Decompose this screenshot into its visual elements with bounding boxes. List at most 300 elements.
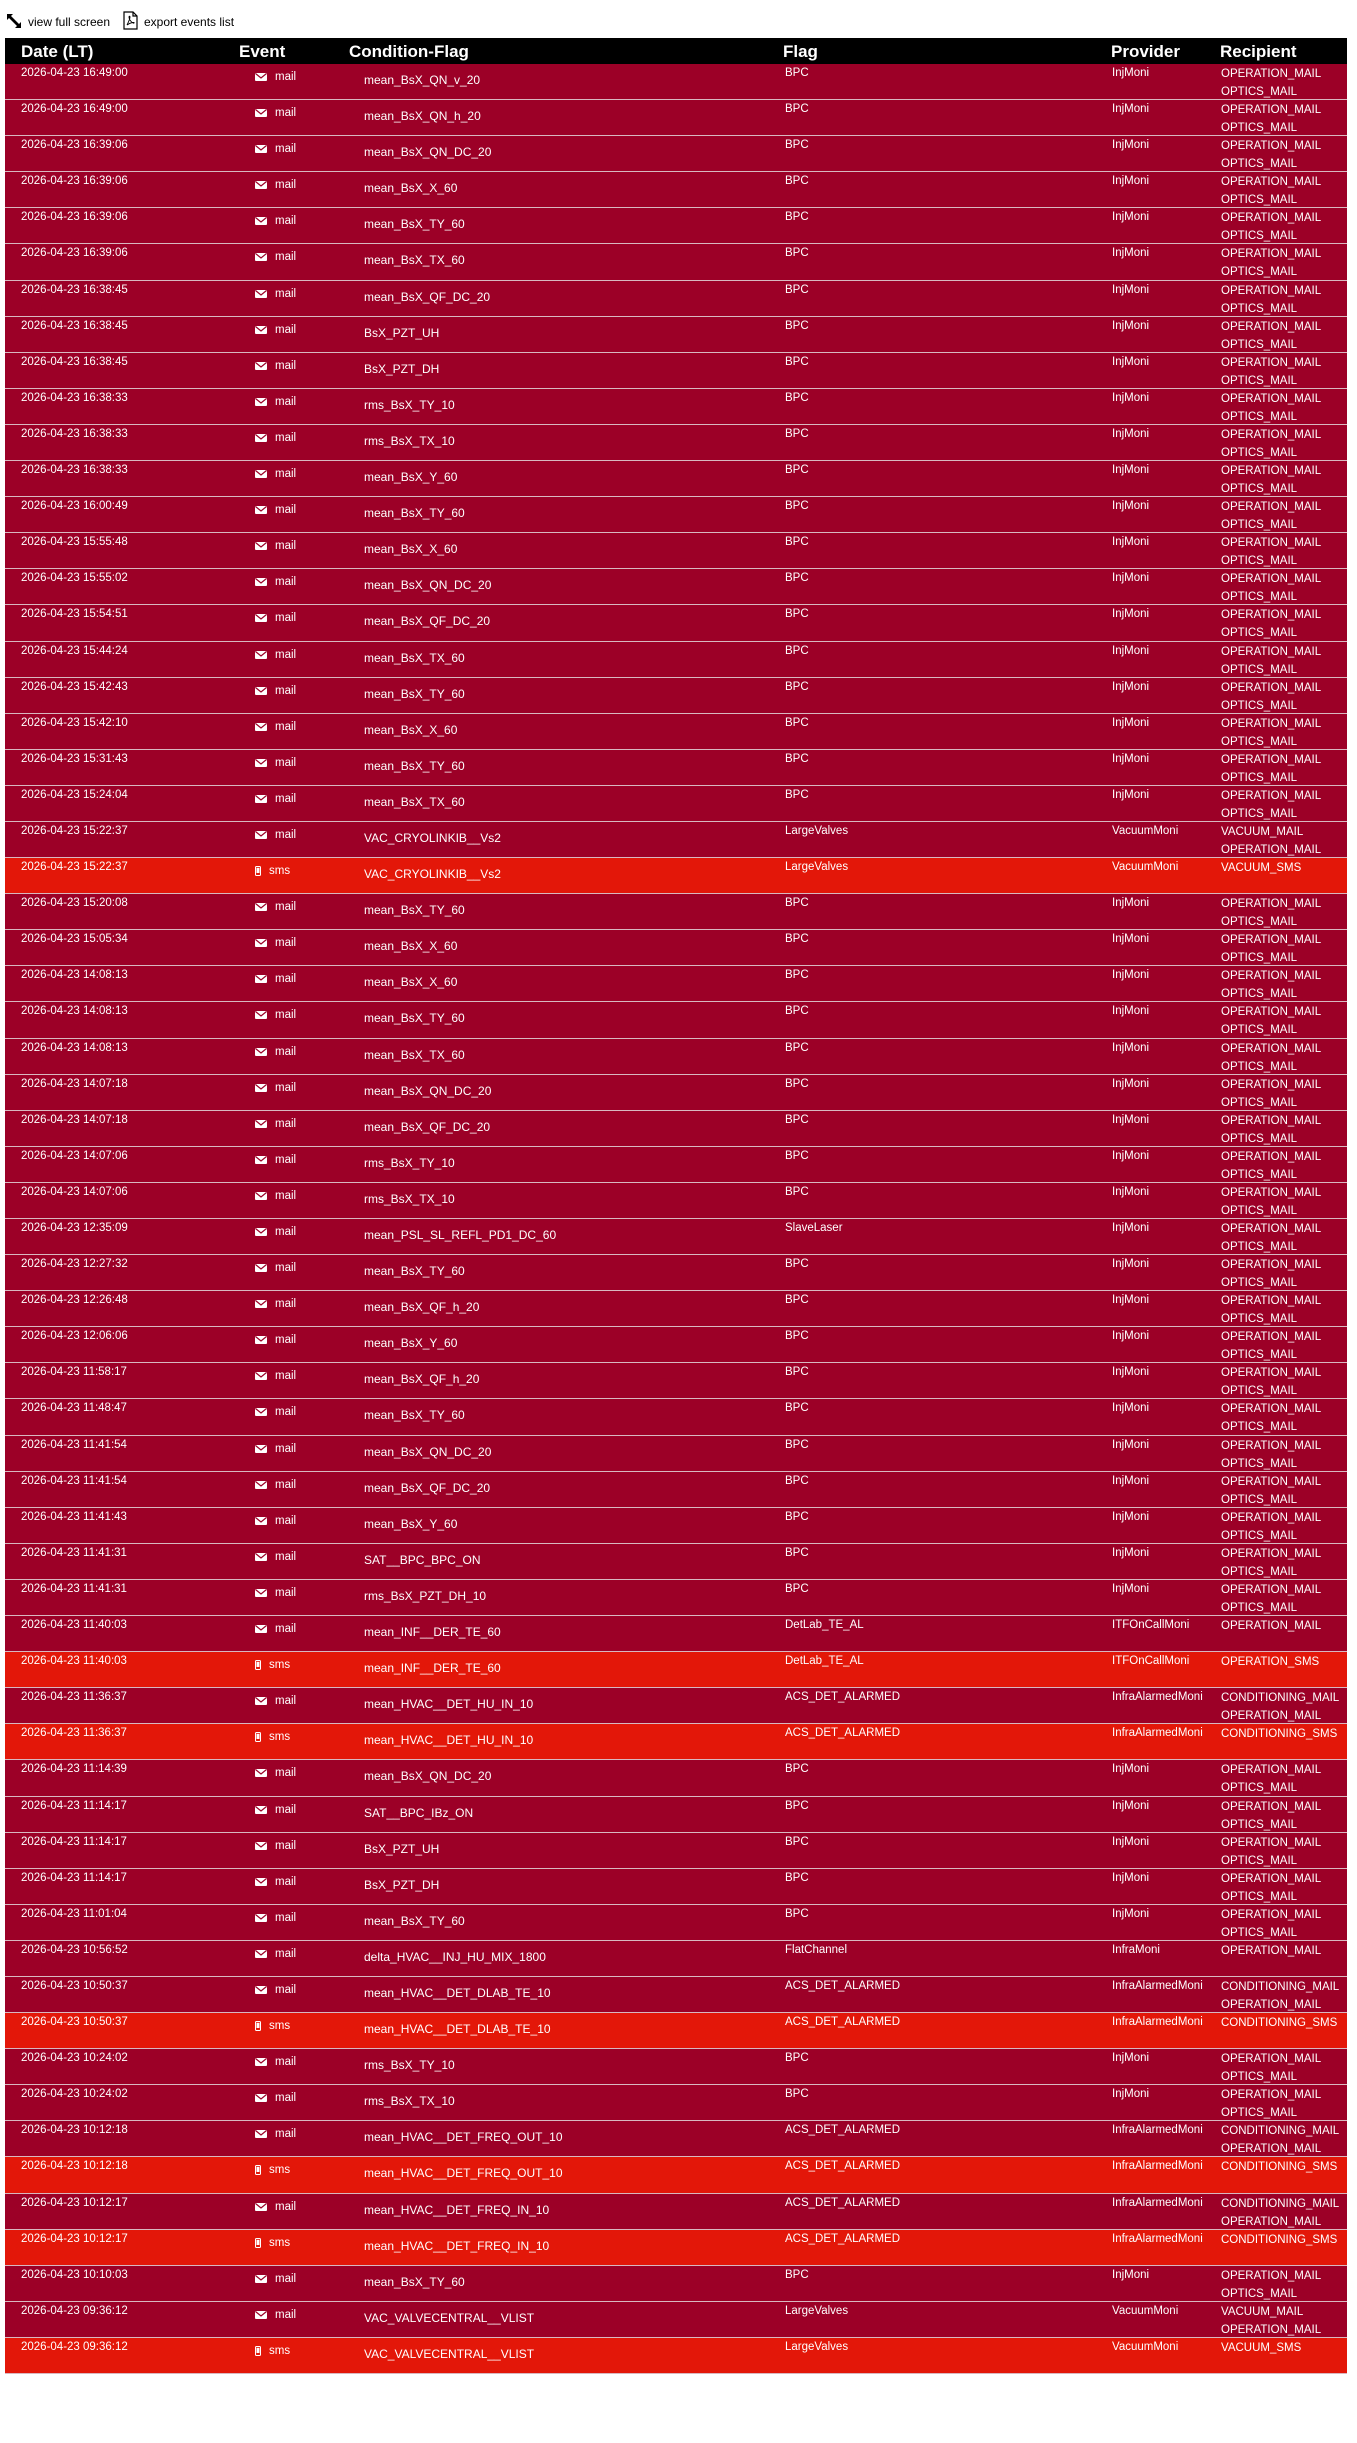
recipient-item: OPTICS_MAIL <box>1221 1385 1298 1398</box>
recipients <box>1221 318 1321 354</box>
event-type <box>255 2273 296 2285</box>
table-row[interactable] <box>5 1002 1347 1038</box>
table-row[interactable] <box>5 1111 1347 1147</box>
event-date: 2026-04-23 15:42:43 <box>21 680 128 693</box>
recipients <box>1221 1184 1321 1220</box>
envelope-icon <box>255 2202 267 2212</box>
provider: VacuumMoni <box>1112 824 1179 837</box>
condition-flag: mean_BsX_QN_DC_20 <box>364 145 492 160</box>
recipient-item: OPTICS_MAIL <box>1221 807 1298 820</box>
condition-flag: mean_HVAC__DET_FREQ_IN_10 <box>364 2238 550 2253</box>
condition-flag: VAC_VALVECENTRAL__VLIST <box>364 2346 535 2361</box>
provider: InjMoni <box>1112 644 1150 657</box>
recipient-item: OPERATION_MAIL <box>1221 843 1322 856</box>
recipient-item: OPERATION_MAIL <box>1221 1764 1322 1777</box>
table-row[interactable] <box>5 1869 1347 1905</box>
recipient-item: OPERATION_MAIL <box>1221 609 1322 622</box>
condition-flag: delta_HVAC__INJ_HU_MIX_1800 <box>364 1949 546 1964</box>
event-type-label: mail <box>275 756 297 769</box>
provider: InjMoni <box>1112 752 1150 765</box>
recipient-item: OPERATION_MAIL <box>1221 1186 1322 1199</box>
condition-flag: mean_BsX_QF_DC_20 <box>364 289 491 304</box>
recipients <box>1221 1473 1321 1509</box>
recipient-item: OPTICS_MAIL <box>1221 302 1298 315</box>
table-row[interactable] <box>5 1760 1347 1796</box>
recipients <box>1221 1978 1339 2014</box>
event-type-label: sms <box>269 865 291 878</box>
table-row[interactable] <box>5 822 1347 858</box>
event-type <box>255 396 296 408</box>
flag: BPC <box>785 1366 809 1379</box>
provider: InjMoni <box>1112 1871 1150 1884</box>
condition-flag: mean_BsX_TX_60 <box>364 1047 465 1062</box>
view-full-screen-link[interactable] <box>6 12 110 32</box>
condition-flag: mean_BsX_TX_60 <box>364 650 465 665</box>
envelope-icon <box>255 216 267 226</box>
recipient-item: OPTICS_MAIL <box>1221 771 1298 784</box>
recipient-item: OPERATION_MAIL <box>1221 465 1322 478</box>
event-date: 2026-04-23 11:58:17 <box>21 1366 127 1379</box>
flag: BPC <box>785 2268 809 2281</box>
table-row[interactable] <box>5 786 1347 822</box>
table-row[interactable] <box>5 1688 1347 1724</box>
table-row[interactable] <box>5 2121 1347 2157</box>
condition-flag: mean_BsX_TY_60 <box>364 1011 465 1026</box>
envelope-icon <box>255 1371 267 1381</box>
header-condition-flag[interactable]: Condition-Flag <box>349 42 469 61</box>
condition-flag: SAT__BPC_BPC_ON <box>364 1552 481 1567</box>
recipient-item: OPERATION_MAIL <box>1221 2215 1322 2228</box>
event-type-label: sms <box>269 1659 291 1672</box>
recipient-item: CONDITIONING_SMS <box>1221 2233 1338 2246</box>
phone-icon <box>255 2346 261 2356</box>
event-date: 2026-04-23 11:36:37 <box>21 1691 127 1704</box>
recipient-item: OPTICS_MAIL <box>1221 663 1298 676</box>
table-row[interactable] <box>5 1508 1347 1544</box>
provider: InjMoni <box>1112 897 1150 910</box>
event-type-label: mail <box>275 973 297 986</box>
envelope-icon <box>255 1877 267 1887</box>
condition-flag: mean_HVAC__DET_FREQ_OUT_10 <box>364 2166 563 2181</box>
recipients <box>1221 643 1321 679</box>
provider: InjMoni <box>1112 67 1150 79</box>
table-row[interactable] <box>5 1219 1347 1255</box>
provider: InjMoni <box>1112 1149 1150 1162</box>
event-date: 2026-04-23 16:38:33 <box>21 427 128 440</box>
recipient-item: OPTICS_MAIL <box>1221 1349 1298 1362</box>
envelope-icon <box>255 1047 267 1057</box>
table-row[interactable] <box>5 2266 1347 2302</box>
provider: ITFOnCallMoni <box>1112 1655 1190 1668</box>
flag: BPC <box>785 67 809 79</box>
event-type <box>255 649 296 661</box>
recipient-item: OPERATION_MAIL <box>1221 573 1322 586</box>
table-row[interactable] <box>5 1833 1347 1869</box>
recipients <box>1221 1798 1321 1834</box>
header-event[interactable]: Event <box>239 42 286 61</box>
recipients <box>1221 1003 1321 1039</box>
table-row[interactable] <box>5 425 1347 461</box>
event-type-label: sms <box>269 2344 291 2357</box>
recipients <box>1221 1400 1321 1436</box>
header-provider[interactable]: Provider <box>1111 42 1180 61</box>
table-row[interactable] <box>5 966 1347 1002</box>
pdf-file-icon <box>123 11 138 33</box>
table-row[interactable] <box>5 461 1347 497</box>
provider: InjMoni <box>1112 391 1150 404</box>
flag: BPC <box>785 103 809 116</box>
envelope-icon <box>255 505 267 515</box>
export-events-link[interactable] <box>123 12 234 32</box>
flag: BPC <box>785 752 809 765</box>
provider: InjMoni <box>1112 103 1150 116</box>
table-row[interactable] <box>5 1075 1347 1111</box>
table-row[interactable] <box>5 2338 1347 2374</box>
recipient-item: OPERATION_MAIL <box>1221 1295 1322 1308</box>
condition-flag: mean_BsX_QN_v_20 <box>364 73 481 87</box>
recipient-item: OPERATION_MAIL <box>1221 717 1322 730</box>
table-row[interactable] <box>5 569 1347 605</box>
recipient-item: OPERATION_MAIL <box>1221 1150 1322 1163</box>
recipient-item: OPERATION_MAIL <box>1221 68 1322 80</box>
recipient-item: CONDITIONING_SMS <box>1221 2017 1338 2030</box>
flag: BPC <box>785 1763 809 1776</box>
event-date: 2026-04-23 11:14:39 <box>21 1763 127 1776</box>
event-type-label: mail <box>275 1514 297 1527</box>
table-row[interactable] <box>5 1472 1347 1508</box>
phone-icon <box>255 1732 261 1742</box>
table-row[interactable] <box>5 2049 1347 2085</box>
event-date: 2026-04-23 15:42:10 <box>21 716 128 729</box>
table-row[interactable] <box>5 1652 1347 1688</box>
recipient-item: OPERATION_MAIL <box>1221 1583 1322 1596</box>
recipients <box>1221 823 1321 859</box>
provider: InjMoni <box>1112 1907 1150 1920</box>
recipients <box>1221 787 1321 823</box>
condition-flag: VAC_CRYOLINKIB__Vs2 <box>364 867 501 882</box>
recipient-item: OPERATION_MAIL <box>1221 1998 1322 2011</box>
provider: InjMoni <box>1112 1005 1150 1018</box>
event-type <box>255 612 296 624</box>
table-row[interactable] <box>5 1616 1347 1652</box>
recipient-item: OPTICS_MAIL <box>1221 410 1298 423</box>
event-type <box>255 1009 296 1021</box>
recipient-item: OPERATION_MAIL <box>1221 1836 1322 1849</box>
flag: BPC <box>785 1077 809 1090</box>
event-type-label: mail <box>275 2272 297 2285</box>
condition-flag: mean_BsX_TY_60 <box>364 1408 465 1423</box>
provider: InjMoni <box>1112 969 1150 982</box>
table-row[interactable] <box>5 2013 1347 2049</box>
event-type-label: mail <box>275 1117 297 1130</box>
envelope-icon <box>255 1083 267 1093</box>
recipient-item: OPERATION_MAIL <box>1221 970 1322 983</box>
recipients <box>1221 715 1321 751</box>
recipient-item: OPERATION_SMS <box>1221 1656 1320 1669</box>
table-row[interactable] <box>5 1797 1347 1833</box>
table-row[interactable] <box>5 497 1347 533</box>
event-type-label: mail <box>275 1947 297 1960</box>
event-type <box>255 1551 296 1563</box>
event-date: 2026-04-23 16:39:06 <box>21 247 128 260</box>
provider: InfraAlarmedMoni <box>1112 2016 1203 2029</box>
table-row[interactable] <box>5 533 1347 569</box>
recipient-item: OPERATION_MAIL <box>1221 2323 1322 2336</box>
table-row[interactable] <box>5 1977 1347 2013</box>
table-row[interactable] <box>5 100 1347 136</box>
event-type <box>255 2092 296 2104</box>
table-row[interactable] <box>5 1147 1347 1183</box>
envelope-icon <box>255 325 267 335</box>
event-type-label: mail <box>275 251 297 264</box>
flag: LargeValves <box>785 2304 849 2317</box>
table-row[interactable] <box>5 1039 1347 1075</box>
condition-flag: mean_PSL_SL_REFL_PD1_DC_60 <box>364 1228 557 1242</box>
recipients <box>1221 1653 1319 1671</box>
event-type-label: mail <box>275 1370 297 1383</box>
event-type-label: mail <box>275 1009 297 1022</box>
recipients <box>1221 2122 1339 2158</box>
event-type <box>255 2164 290 2176</box>
table-row[interactable] <box>5 1255 1347 1291</box>
flag: BPC <box>785 1438 809 1451</box>
table-row[interactable] <box>5 244 1347 280</box>
provider: InjMoni <box>1112 1438 1150 1451</box>
table-row[interactable] <box>5 1941 1347 1977</box>
recipient-item: OPERATION_MAIL <box>1221 1223 1322 1235</box>
flag: BPC <box>785 319 809 332</box>
header-flag[interactable]: Flag <box>783 42 818 61</box>
table-row[interactable] <box>5 642 1347 678</box>
event-date: 2026-04-23 11:36:37 <box>21 1727 127 1740</box>
provider: VacuumMoni <box>1112 2304 1179 2317</box>
envelope-icon <box>255 830 267 840</box>
recipient-item: OPTICS_MAIL <box>1221 1096 1298 1109</box>
condition-flag: mean_BsX_X_60 <box>364 542 458 557</box>
condition-flag: mean_BsX_QF_DC_20 <box>364 614 491 629</box>
table-row[interactable] <box>5 1363 1347 1399</box>
flag: BPC <box>785 788 809 801</box>
recipients <box>1221 2158 1337 2176</box>
table-row[interactable] <box>5 281 1347 317</box>
recipient-item: VACUUM_MAIL <box>1221 2305 1304 2318</box>
condition-flag: BsX_PZT_UH <box>364 1841 440 1856</box>
envelope-icon <box>255 2093 267 2103</box>
event-type <box>255 1334 296 1346</box>
event-date: 2026-04-23 15:55:48 <box>21 536 128 549</box>
table-row[interactable] <box>5 750 1347 786</box>
event-type <box>255 215 296 227</box>
flag: BPC <box>785 1582 809 1595</box>
table-row[interactable] <box>5 208 1347 244</box>
event-type-label: mail <box>275 1442 297 1455</box>
flag: BPC <box>785 1907 809 1920</box>
recipient-item: OPERATION_MAIL <box>1221 1710 1322 1723</box>
recipient-item: CONDITIONING_MAIL <box>1221 2125 1340 2138</box>
event-type-label: mail <box>275 1803 297 1816</box>
event-type-label: mail <box>275 107 297 120</box>
provider: VacuumMoni <box>1112 861 1179 874</box>
event-type-label: mail <box>275 1911 297 1924</box>
provider: InfraAlarmedMoni <box>1112 1979 1203 1992</box>
table-row[interactable] <box>5 172 1347 208</box>
table-row[interactable] <box>5 317 1347 353</box>
table-row[interactable] <box>5 605 1347 641</box>
table-row[interactable] <box>5 2302 1347 2338</box>
event-type-label: mail <box>275 2092 297 2105</box>
flag: ACS_DET_ALARMED <box>785 1691 901 1704</box>
recipients <box>1221 390 1321 426</box>
table-row[interactable] <box>5 930 1347 966</box>
table-row[interactable] <box>5 1724 1347 1760</box>
recipients <box>1221 1220 1321 1256</box>
table-row[interactable] <box>5 858 1347 894</box>
event-type <box>255 1912 296 1924</box>
event-date: 2026-04-23 14:07:18 <box>21 1077 128 1090</box>
recipient-item: OPTICS_MAIL <box>1221 627 1298 640</box>
table-row[interactable] <box>5 1905 1347 1941</box>
table-row[interactable] <box>5 678 1347 714</box>
flag: BPC <box>785 1402 809 1415</box>
table-row[interactable] <box>5 1183 1347 1219</box>
table-row[interactable] <box>5 2230 1347 2266</box>
provider: InjMoni <box>1112 1185 1150 1198</box>
recipients <box>1221 2014 1337 2032</box>
provider: InfraAlarmedMoni <box>1112 1691 1203 1704</box>
header-recipient[interactable]: Recipient <box>1220 42 1297 61</box>
provider: InjMoni <box>1112 1402 1150 1415</box>
table-row[interactable] <box>5 1291 1347 1327</box>
table-row[interactable] <box>5 714 1347 750</box>
event-date: 2026-04-23 16:39:06 <box>21 175 128 188</box>
condition-flag: mean_BsX_QN_DC_20 <box>364 1083 492 1098</box>
event-date: 2026-04-23 15:55:02 <box>21 572 128 585</box>
condition-flag: BsX_PZT_UH <box>364 325 440 340</box>
envelope-icon <box>255 613 267 623</box>
flag: BPC <box>785 2052 809 2065</box>
recipient-item: OPERATION_MAIL <box>1221 1944 1322 1957</box>
recipients <box>1221 2050 1321 2086</box>
flag: BPC <box>785 427 809 440</box>
event-type-label: mail <box>275 1983 297 1996</box>
event-type <box>255 1370 296 1382</box>
event-type <box>255 829 296 841</box>
table-row[interactable] <box>5 1436 1347 1472</box>
recipient-item: OPERATION_MAIL <box>1221 1475 1322 1488</box>
recipient-item: CONDITIONING_SMS <box>1221 2161 1338 2174</box>
table-row[interactable] <box>5 2157 1347 2193</box>
flag: BPC <box>785 2088 809 2101</box>
envelope-icon <box>255 1480 267 1490</box>
table-row[interactable] <box>5 1327 1347 1363</box>
condition-flag: mean_INF__DER_TE_60 <box>364 1661 501 1676</box>
event-type <box>255 937 296 949</box>
flag: SlaveLaser <box>785 1222 843 1234</box>
event-date: 2026-04-23 12:27:32 <box>21 1258 128 1271</box>
flag: BPC <box>785 1330 809 1343</box>
envelope-icon <box>255 1696 267 1706</box>
recipient-item: CONDITIONING_MAIL <box>1221 1692 1340 1705</box>
provider: InjMoni <box>1112 1258 1150 1271</box>
provider: InjMoni <box>1112 139 1150 152</box>
recipient-item: OPERATION_MAIL <box>1221 1259 1322 1272</box>
table-row[interactable] <box>5 2085 1347 2121</box>
flag: BPC <box>785 897 809 910</box>
envelope-icon <box>255 361 267 371</box>
event-type <box>255 2309 296 2321</box>
recipients <box>1221 1328 1321 1364</box>
condition-flag: mean_BsX_Y_60 <box>364 1516 458 1531</box>
recipient-item: OPTICS_MAIL <box>1221 266 1298 279</box>
recipient-item: OPERATION_MAIL <box>1221 645 1322 658</box>
event-date: 2026-04-23 16:39:06 <box>21 139 128 152</box>
recipient-item: OPTICS_MAIL <box>1221 735 1298 748</box>
recipients <box>1221 1076 1321 1112</box>
recipient-item: OPTICS_MAIL <box>1221 952 1298 965</box>
table-row[interactable] <box>5 1544 1347 1580</box>
event-type <box>255 1262 296 1274</box>
table-row[interactable] <box>5 64 1347 100</box>
envelope-icon <box>255 289 267 299</box>
phone-icon <box>255 2021 261 2031</box>
recipient-item: OPERATION_MAIL <box>1221 1114 1322 1127</box>
table-row[interactable] <box>5 2194 1347 2230</box>
table-row[interactable] <box>5 353 1347 389</box>
flag: BPC <box>785 608 809 621</box>
recipients <box>1221 1256 1321 1292</box>
condition-flag: rms_BsX_TX_10 <box>364 2094 455 2109</box>
recipient-item: OPERATION_MAIL <box>1221 1547 1322 1560</box>
event-date: 2026-04-23 16:38:33 <box>21 464 128 477</box>
flag: BPC <box>785 139 809 152</box>
event-date: 2026-04-23 10:10:03 <box>21 2268 128 2281</box>
event-type <box>255 2056 296 2068</box>
event-type <box>255 1984 296 1996</box>
header-date[interactable]: Date (LT) <box>21 42 94 61</box>
event-type <box>255 1515 296 1527</box>
event-type-label: mail <box>275 540 297 553</box>
recipients <box>1221 967 1321 1003</box>
table-row[interactable] <box>5 136 1347 172</box>
table-row[interactable] <box>5 389 1347 425</box>
table-row[interactable] <box>5 1580 1347 1616</box>
event-type <box>255 1406 296 1418</box>
event-type-label: mail <box>275 1839 297 1852</box>
event-date: 2026-04-23 16:39:06 <box>21 211 128 224</box>
event-type-label: mail <box>275 901 297 914</box>
provider: InjMoni <box>1112 1222 1150 1234</box>
provider: InjMoni <box>1112 2052 1150 2065</box>
recipient-item: OPTICS_MAIL <box>1221 1241 1298 1253</box>
table-row[interactable] <box>5 1399 1347 1435</box>
recipients <box>1221 570 1321 606</box>
envelope-icon <box>255 2274 267 2284</box>
recipient-item: OPERATION_MAIL <box>1221 2053 1322 2066</box>
event-type-label: mail <box>275 215 297 228</box>
recipients <box>1221 2339 1301 2357</box>
table-row[interactable] <box>5 894 1347 930</box>
event-date: 2026-04-23 16:38:45 <box>21 283 128 296</box>
provider: InjMoni <box>1112 283 1150 296</box>
event-date: 2026-04-23 11:40:03 <box>21 1655 127 1668</box>
recipient-item: OPERATION_MAIL <box>1221 1800 1322 1813</box>
event-date: 2026-04-23 10:24:02 <box>21 2088 128 2101</box>
event-date: 2026-04-23 15:54:51 <box>21 608 128 621</box>
envelope-icon <box>255 1227 267 1237</box>
flag: BPC <box>785 1871 809 1884</box>
event-date: 2026-04-23 10:12:18 <box>21 2160 128 2173</box>
event-type-label: mail <box>275 1695 297 1708</box>
